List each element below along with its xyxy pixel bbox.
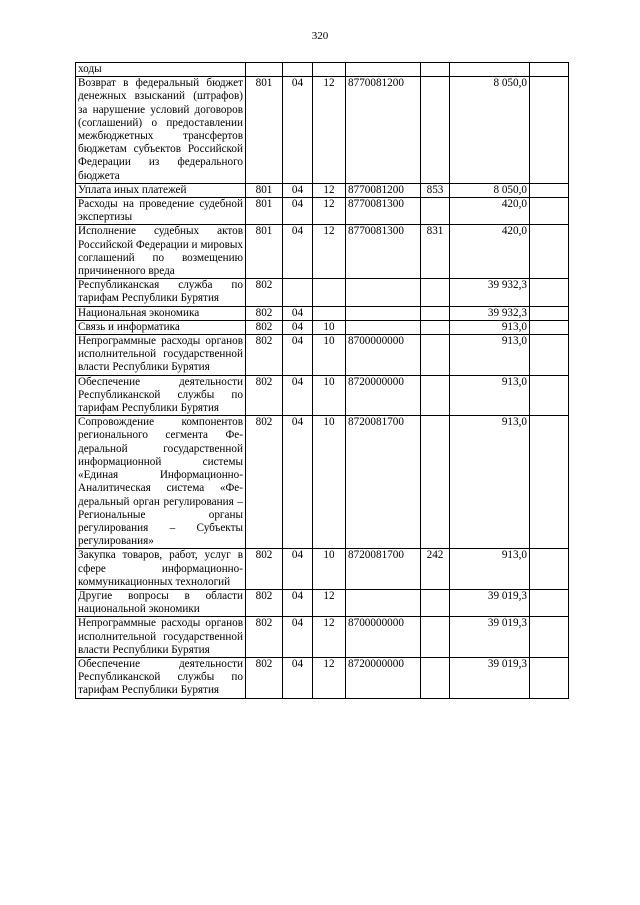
empty-cell bbox=[530, 279, 569, 306]
table-row bbox=[76, 549, 569, 590]
ministry-code-cell: 802 bbox=[246, 416, 283, 549]
target-article-cell: 8770081300 bbox=[346, 225, 421, 279]
amount-cell: 8 050,0 bbox=[450, 77, 530, 184]
amount-cell: 39 932,3 bbox=[450, 306, 530, 320]
empty-cell bbox=[530, 375, 569, 416]
subsection-code-cell: 12 bbox=[313, 617, 346, 658]
expense-name-cell: Исполнение судебных актов Российской Федерации и мировых соглашений по возмещению причиненного вреда bbox=[76, 225, 246, 279]
empty-cell bbox=[530, 320, 569, 334]
budget-table bbox=[75, 62, 569, 699]
budget-table-body bbox=[76, 63, 569, 699]
target-article-cell: 8700000000 bbox=[346, 335, 421, 376]
expense-name-cell: Сопровождение компонентов регионального сегмента Федеральной государственной информационной системы «Единая Информационно-Аналитическая система «Федеральный орган регулирования – Региональные органы регулирования – Субъекты регулирования» bbox=[76, 416, 246, 549]
ministry-code-cell bbox=[246, 63, 283, 77]
expense-type-cell bbox=[421, 306, 450, 320]
expense-name-cell: Обеспечение деятельности Республиканской службы по тарифам Республики Бурятия bbox=[76, 657, 246, 698]
section-code-cell bbox=[283, 63, 313, 77]
subsection-code-cell: 12 bbox=[313, 77, 346, 184]
expense-name-cell: Уплата иных платежей bbox=[76, 183, 246, 197]
ministry-code-cell: 802 bbox=[246, 657, 283, 698]
ministry-code-cell: 802 bbox=[246, 589, 283, 616]
expense-name-cell: Непрограммные расходы органов исполнительной государственной власти Республики Бурятия bbox=[76, 617, 246, 658]
expense-name-cell: Связь и информатика bbox=[76, 320, 246, 334]
section-code-cell: 04 bbox=[283, 306, 313, 320]
ministry-code-cell: 802 bbox=[246, 617, 283, 658]
subsection-code-cell: 12 bbox=[313, 225, 346, 279]
amount-cell: 913,0 bbox=[450, 320, 530, 334]
section-code-cell: 04 bbox=[283, 589, 313, 616]
ministry-code-cell: 801 bbox=[246, 77, 283, 184]
subsection-code-cell bbox=[313, 63, 346, 77]
amount-cell: 913,0 bbox=[450, 335, 530, 376]
table-row bbox=[76, 183, 569, 197]
expense-type-cell bbox=[421, 657, 450, 698]
target-article-cell: 8720000000 bbox=[346, 657, 421, 698]
target-article-cell bbox=[346, 320, 421, 334]
empty-cell bbox=[530, 657, 569, 698]
target-article-cell bbox=[346, 306, 421, 320]
target-article-cell bbox=[346, 279, 421, 306]
amount-cell: 39 932,3 bbox=[450, 279, 530, 306]
expense-name-cell: Обеспечение деятельности Республиканской службы по тарифам Республики Бурятия bbox=[76, 375, 246, 416]
expense-type-cell bbox=[421, 63, 450, 77]
subsection-code-cell bbox=[313, 279, 346, 306]
empty-cell bbox=[530, 335, 569, 376]
table-row bbox=[76, 375, 569, 416]
ministry-code-cell: 802 bbox=[246, 279, 283, 306]
expense-type-cell bbox=[421, 279, 450, 306]
expense-name-cell: Республиканская служба по тарифам Республики Бурятия bbox=[76, 279, 246, 306]
subsection-code-cell: 12 bbox=[313, 183, 346, 197]
empty-cell bbox=[530, 77, 569, 184]
empty-cell bbox=[530, 198, 569, 225]
expense-name-cell: Закупка товаров, работ, услуг в сфере информационно-коммуникационных технологий bbox=[76, 549, 246, 590]
expense-type-cell: 853 bbox=[421, 183, 450, 197]
empty-cell bbox=[530, 549, 569, 590]
ministry-code-cell: 802 bbox=[246, 320, 283, 334]
empty-cell bbox=[530, 416, 569, 549]
section-code-cell: 04 bbox=[283, 320, 313, 334]
empty-cell bbox=[530, 306, 569, 320]
ministry-code-cell: 801 bbox=[246, 183, 283, 197]
amount-cell: 420,0 bbox=[450, 198, 530, 225]
target-article-cell: 8720081700 bbox=[346, 549, 421, 590]
subsection-code-cell bbox=[313, 306, 346, 320]
expense-name-cell: ходы bbox=[76, 63, 246, 77]
empty-cell bbox=[530, 589, 569, 616]
expense-type-cell: 831 bbox=[421, 225, 450, 279]
section-code-cell: 04 bbox=[283, 198, 313, 225]
amount-cell: 39 019,3 bbox=[450, 617, 530, 658]
section-code-cell: 04 bbox=[283, 335, 313, 376]
target-article-cell: 8720000000 bbox=[346, 375, 421, 416]
subsection-code-cell: 10 bbox=[313, 549, 346, 590]
target-article-cell: 8770081200 bbox=[346, 77, 421, 184]
table-row bbox=[76, 279, 569, 306]
expense-type-cell bbox=[421, 617, 450, 658]
empty-cell bbox=[530, 617, 569, 658]
expense-type-cell bbox=[421, 320, 450, 334]
section-code-cell: 04 bbox=[283, 77, 313, 184]
table-row bbox=[76, 63, 569, 77]
expense-type-cell bbox=[421, 198, 450, 225]
target-article-cell: 8770081300 bbox=[346, 198, 421, 225]
ministry-code-cell: 802 bbox=[246, 375, 283, 416]
empty-cell bbox=[530, 225, 569, 279]
ministry-code-cell: 801 bbox=[246, 225, 283, 279]
subsection-code-cell: 12 bbox=[313, 657, 346, 698]
table-row bbox=[76, 320, 569, 334]
expense-name-cell: Непрограммные расходы органов исполнительной государственной власти Республики Бурятия bbox=[76, 335, 246, 376]
ministry-code-cell: 801 bbox=[246, 198, 283, 225]
table-row bbox=[76, 198, 569, 225]
section-code-cell: 04 bbox=[283, 549, 313, 590]
amount-cell bbox=[450, 63, 530, 77]
empty-cell bbox=[530, 183, 569, 197]
subsection-code-cell: 12 bbox=[313, 589, 346, 616]
target-article-cell: 8770081200 bbox=[346, 183, 421, 197]
section-code-cell: 04 bbox=[283, 225, 313, 279]
table-row bbox=[76, 77, 569, 184]
expense-type-cell bbox=[421, 77, 450, 184]
section-code-cell: 04 bbox=[283, 416, 313, 549]
target-article-cell bbox=[346, 63, 421, 77]
expense-type-cell bbox=[421, 589, 450, 616]
section-code-cell: 04 bbox=[283, 657, 313, 698]
table-row bbox=[76, 617, 569, 658]
section-code-cell: 04 bbox=[283, 183, 313, 197]
amount-cell: 913,0 bbox=[450, 375, 530, 416]
table-row bbox=[76, 416, 569, 549]
expense-name-cell: Возврат в федеральный бюджет денежных взысканий (штрафов) за нарушение условий договоров (соглашений) о предоставлении межбюджетных трансфертов бюджетам субъектов Российской Федерации из федерального бюджета bbox=[76, 77, 246, 184]
table-row bbox=[76, 657, 569, 698]
subsection-code-cell: 10 bbox=[313, 416, 346, 549]
ministry-code-cell: 802 bbox=[246, 306, 283, 320]
expense-type-cell bbox=[421, 416, 450, 549]
subsection-code-cell: 10 bbox=[313, 375, 346, 416]
expense-type-cell bbox=[421, 335, 450, 376]
table-row bbox=[76, 589, 569, 616]
expense-name-cell: Национальная экономика bbox=[76, 306, 246, 320]
amount-cell: 420,0 bbox=[450, 225, 530, 279]
target-article-cell: 8700000000 bbox=[346, 617, 421, 658]
amount-cell: 913,0 bbox=[450, 416, 530, 549]
table-row bbox=[76, 306, 569, 320]
amount-cell: 913,0 bbox=[450, 549, 530, 590]
subsection-code-cell: 10 bbox=[313, 335, 346, 376]
empty-cell bbox=[530, 63, 569, 77]
section-code-cell: 04 bbox=[283, 617, 313, 658]
table-row bbox=[76, 225, 569, 279]
section-code-cell bbox=[283, 279, 313, 306]
expense-name-cell: Расходы на проведение судебной экспертизы bbox=[76, 198, 246, 225]
amount-cell: 39 019,3 bbox=[450, 589, 530, 616]
amount-cell: 39 019,3 bbox=[450, 657, 530, 698]
expense-type-cell bbox=[421, 375, 450, 416]
target-article-cell: 8720081700 bbox=[346, 416, 421, 549]
target-article-cell bbox=[346, 589, 421, 616]
amount-cell: 8 050,0 bbox=[450, 183, 530, 197]
section-code-cell: 04 bbox=[283, 375, 313, 416]
ministry-code-cell: 802 bbox=[246, 549, 283, 590]
ministry-code-cell: 802 bbox=[246, 335, 283, 376]
expense-name-cell: Другие вопросы в области национальной экономики bbox=[76, 589, 246, 616]
subsection-code-cell: 10 bbox=[313, 320, 346, 334]
page-number: 320 bbox=[311, 30, 329, 42]
expense-type-cell: 242 bbox=[421, 549, 450, 590]
table-row bbox=[76, 335, 569, 376]
subsection-code-cell: 12 bbox=[313, 198, 346, 225]
